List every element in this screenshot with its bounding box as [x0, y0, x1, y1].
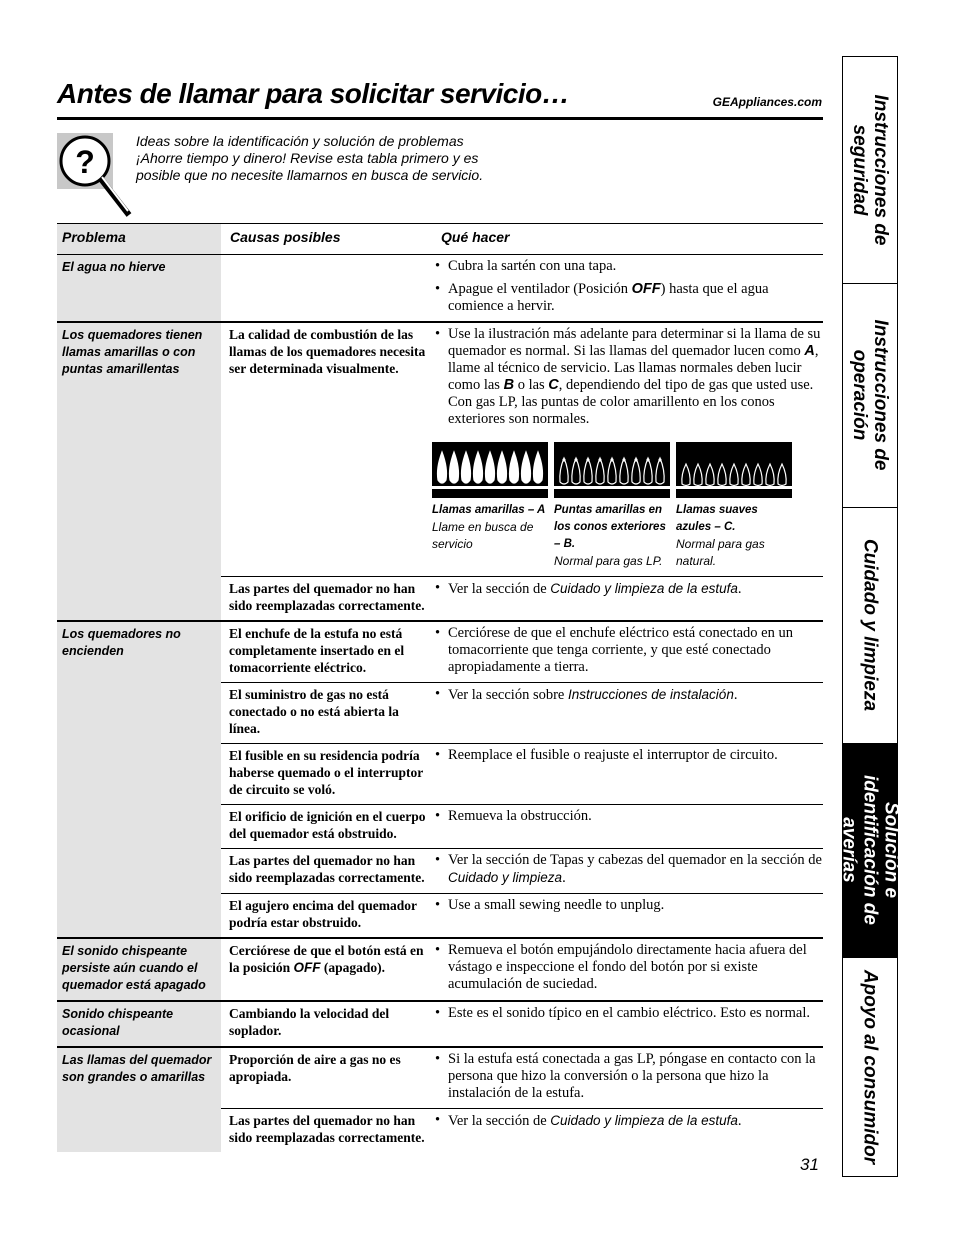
text-run: , dependiendo del tipo de gas que usted use. Con gas LP, las puntas de color amarillento en los conos exteriores son normales. — [448, 377, 814, 427]
text-run: Si la estufa está conectada a gas LP, póngase en contacto con la persona que hizo la conversión o la persona que hizo la instalación de la estufa. — [448, 1051, 816, 1101]
text-run: . — [562, 870, 566, 886]
text-run: Use a small sewing needle to unplug. — [448, 897, 665, 913]
bullet-icon: • — [435, 747, 441, 763]
intro-text: Ideas sobre la identificación y solución de problemas ¡Ahorre tiempo y dinero! Revise esta tabla primero y es posible que no necesite llamarnos en busca de servicio. — [136, 133, 484, 183]
action-bullet — [432, 1051, 823, 1102]
bullet-icon: • — [435, 326, 441, 342]
title-rule — [57, 117, 823, 120]
bullet-icon: • — [435, 1051, 441, 1067]
cause-rows — [221, 255, 823, 321]
action-cell — [432, 805, 823, 848]
cause-cell: El agujero encima del quemador podría estar obstruido. — [229, 898, 417, 930]
text-run: Ver la sección sobre — [448, 687, 568, 703]
flame-caption — [676, 502, 792, 570]
tab-label: Cuidado y limpieza — [859, 538, 881, 712]
bullet-icon: • — [435, 852, 441, 868]
tab-label: Apoyo al consumidor — [859, 969, 881, 1164]
text-run: Ver la sección de — [448, 1113, 551, 1129]
action-text — [448, 1051, 823, 1102]
table-row-group — [57, 1048, 823, 1152]
text-run: Ver la sección de — [448, 581, 551, 597]
text-run: , llame al técnico de servicio. Las llamas normales deben lucir como las — [448, 343, 819, 393]
flame-caption-desc: Normal para gas natural. — [676, 537, 765, 568]
text-run: Este es el sonido típico en el cambio eléctrico. Esto es normal. — [448, 1005, 810, 1021]
cause-rows — [221, 939, 823, 1000]
cause-rows — [221, 1048, 823, 1152]
action-text — [448, 1112, 742, 1130]
action-cell — [432, 683, 823, 743]
bullet-icon: • — [435, 258, 441, 274]
action-text — [448, 580, 742, 598]
text-run: A — [804, 343, 815, 359]
problem-cell: El sonido chispeante persiste aún cuando el quemador está apagado — [57, 939, 221, 1000]
text-run: Cubra la sartén con una tapa. — [448, 258, 617, 274]
action-text — [448, 281, 823, 315]
header-problem: Problema — [57, 224, 221, 254]
table-row — [221, 1108, 823, 1152]
tab-label: Solución e identificación de averías — [838, 775, 902, 925]
problem-cell: El agua no hierve — [57, 255, 221, 321]
action-cell — [432, 894, 823, 937]
cause-cell: La calidad de combustión de las llamas de los quemadores necesita ser determinada visualmente. — [229, 327, 426, 376]
cause-rows — [221, 622, 823, 937]
flame-captions — [432, 502, 823, 570]
action-cell — [432, 577, 823, 620]
table-body — [57, 255, 823, 1152]
tab-label: Instrucciones de seguridad — [849, 94, 891, 246]
action-bullet — [432, 258, 823, 275]
action-text — [448, 326, 823, 428]
problem-cell: Sonido chispeante ocasional — [57, 1002, 221, 1046]
action-cell — [432, 744, 823, 804]
action-bullet — [432, 625, 823, 676]
text-run: Instrucciones de instalación — [567, 687, 734, 702]
table-row — [221, 576, 823, 620]
page-number: 31 — [800, 1155, 819, 1174]
cause-cell: Las partes del quemador no han sido reemplazadas correctamente. — [229, 853, 425, 885]
action-bullet — [432, 897, 823, 914]
flame-caption-title: Puntas amarillas en los conos exteriores – B. — [554, 504, 666, 550]
table-row — [221, 622, 823, 682]
header-causes: Causas posibles — [230, 229, 341, 245]
problem-cell: Los quemadores tienen llamas amarillas o con puntas amarillentas — [57, 323, 221, 620]
tab-2[interactable] — [843, 283, 897, 508]
action-cell — [432, 622, 823, 682]
problem-cell: Los quemadores no encienden — [57, 622, 221, 937]
flame-blue-image — [676, 442, 792, 498]
action-bullet — [432, 580, 823, 598]
action-text — [448, 1005, 810, 1022]
table-row-group — [57, 323, 823, 622]
cause-cell: El fusible en su residencia podría haberse quemado o el interruptor de circuito se voló. — [229, 748, 423, 797]
text-run: Cuidado y limpieza de la estufa — [550, 581, 738, 596]
table-row-group — [57, 255, 823, 323]
action-bullet — [432, 942, 823, 993]
cause-cell: Las partes del quemador no han sido reemplazadas correctamente. — [229, 581, 425, 613]
bullet-icon: • — [435, 897, 441, 913]
action-text — [448, 897, 664, 914]
table-row — [221, 848, 823, 893]
text-run: o las — [514, 377, 549, 393]
text-run: C — [548, 377, 559, 393]
text-run: Cuidado y limpieza de la estufa — [550, 1113, 738, 1128]
table-row — [221, 682, 823, 743]
table-row — [221, 1048, 823, 1108]
bullet-icon: • — [435, 1005, 441, 1021]
flame-caption — [554, 502, 670, 570]
svg-text:?: ? — [75, 144, 95, 180]
troubleshooting-table — [57, 223, 823, 1152]
text-run: . — [733, 687, 738, 703]
flame-illustrations — [432, 442, 823, 498]
text-run: Remueva el botón empujándolo directamente hacia afuera del vástago e inspeccione el fondo del botón por si existe acumulación de suciedad. — [448, 942, 807, 992]
flame-caption-desc: Llame en busca de servicio — [432, 520, 534, 551]
action-cell — [432, 939, 823, 999]
bullet-icon: • — [435, 281, 441, 297]
table-row — [221, 743, 823, 804]
cause-cell: El orificio de ignición en el cuerpo del quemador está obstruido. — [229, 809, 426, 841]
action-bullet — [432, 1112, 823, 1130]
tab-3[interactable] — [843, 507, 897, 744]
bullet-icon: • — [435, 625, 441, 641]
action-text — [448, 686, 737, 704]
cause-cell: Las partes del quemador no han sido reemplazadas correctamente. — [229, 1113, 425, 1145]
flame-caption — [432, 502, 548, 570]
table-row — [221, 804, 823, 848]
text-run: Cuidado y limpieza — [448, 870, 563, 885]
cause-cell: Proporción de aire a gas no es apropiada. — [229, 1052, 401, 1084]
cause-cell: El enchufe de la estufa no está completamente insertado en el tomacorriente eléctrico. — [229, 626, 405, 675]
header-action: Qué hacer — [441, 229, 510, 245]
table-row — [221, 255, 823, 321]
cause-cell — [221, 939, 432, 999]
action-text — [448, 852, 823, 887]
action-text — [448, 747, 778, 764]
action-bullet — [432, 1005, 823, 1022]
table-row-group — [57, 939, 823, 1002]
action-bullet — [432, 686, 823, 704]
cause-cell: Cambiando la velocidad del soplador. — [229, 1006, 390, 1038]
text-run: Cerciórese de que el botón está en la posición — [229, 943, 424, 975]
text-run: Apague el ventilador (Posición — [448, 281, 632, 297]
action-bullet — [432, 281, 823, 315]
cause-rows — [221, 323, 823, 620]
flame-caption-title: Llamas suaves azules – C. — [676, 504, 758, 533]
text-run: Cerciórese de que el enchufe eléctrico está conectado en un tomacorriente que tenga corriente, y que esté conectado apropiadamente a tierra. — [448, 625, 793, 675]
text-run: ) hasta que el agua comience a hervir. — [448, 281, 769, 314]
action-cell — [432, 1002, 823, 1045]
cause-cell — [221, 255, 432, 321]
action-cell — [432, 1109, 823, 1152]
action-text — [448, 808, 592, 825]
table-row — [221, 1002, 823, 1045]
action-cell — [432, 255, 823, 321]
table-row — [221, 323, 823, 576]
cause-cell: El suministro de gas no está conectado o no está abierta la línea. — [229, 687, 399, 736]
problem-cell: Las llamas del quemador son grandes o amarillas — [57, 1048, 221, 1152]
question-magnifier-icon — [57, 133, 131, 217]
action-cell — [432, 1048, 823, 1108]
section-tabs — [838, 56, 902, 1177]
action-bullet — [432, 747, 823, 764]
action-bullet — [432, 852, 823, 887]
action-cell — [432, 849, 823, 893]
bullet-icon: • — [435, 808, 441, 824]
flame-tips-image — [554, 442, 670, 498]
text-run: . — [737, 1113, 742, 1129]
cause-rows — [221, 1002, 823, 1046]
tab-1[interactable] — [843, 57, 897, 284]
tab-5[interactable] — [843, 957, 897, 1176]
action-cell — [432, 323, 823, 576]
bullet-icon: • — [435, 1112, 441, 1128]
table-row-group — [57, 1002, 823, 1048]
flame-caption-desc: Normal para gas LP. — [554, 554, 663, 568]
flame-caption-title: Llamas amarillas – A — [432, 504, 546, 516]
action-text — [448, 258, 616, 275]
flame-yellow-image — [432, 442, 548, 498]
text-run: Use la ilustración más adelante para determinar si la llama de su quemador es normal. Si las llamas del quemador lucen como — [448, 326, 821, 359]
website-link[interactable]: GEAppliances.com — [712, 95, 822, 109]
text-run: OFF — [293, 960, 321, 975]
table-header — [57, 223, 823, 255]
bullet-icon: • — [435, 686, 441, 702]
tab-label: Instrucciones de operación — [849, 319, 891, 471]
page-title: Antes de llamar para solicitar servicio… — [57, 78, 570, 109]
text-run: Ver la sección de Tapas y cabezas del quemador en la sección de — [448, 852, 822, 868]
text-run: (apagado). — [320, 960, 386, 975]
table-row-group — [57, 622, 823, 939]
text-run: OFF — [631, 281, 661, 297]
action-text — [448, 942, 823, 993]
table-row — [221, 939, 823, 999]
bullet-icon: • — [435, 580, 441, 596]
text-run: Reemplace el fusible o reajuste el interruptor de circuito. — [448, 747, 778, 763]
bullet-icon: • — [435, 942, 441, 958]
text-run: B — [503, 377, 515, 393]
text-run: . — [737, 581, 742, 597]
table-row — [221, 893, 823, 937]
text-run: Remueva la obstrucción. — [448, 808, 592, 824]
action-text — [448, 625, 823, 676]
tab-4[interactable] — [838, 743, 902, 958]
action-bullet — [432, 808, 823, 825]
action-bullet — [432, 326, 823, 428]
